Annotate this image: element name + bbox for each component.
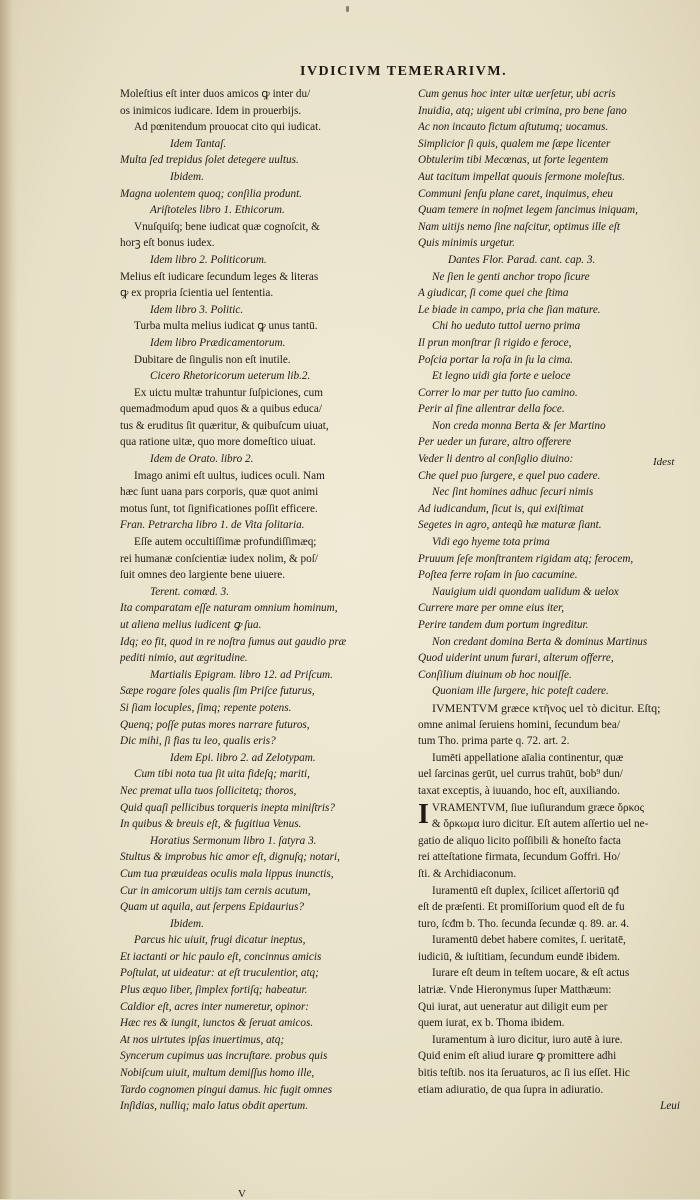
running-header: IVDICIVM TEMERARIVM. <box>300 64 508 79</box>
text-line: eſt de præſenti. Et promiſſorium quod eſt de fu <box>418 901 625 914</box>
text-line: Multa ſed trepidus ſolet detegere uultus. <box>120 154 299 167</box>
text-line: Ne ſien le genti anchor tropo ſicure <box>432 270 590 283</box>
text-line: ꝙ ex propria ſcientia uel ſententia. <box>120 287 274 300</box>
text-line: Le biade in campo, pria che ſian mature. <box>418 303 601 316</box>
text-line: Pruuum ſeſe monſtrantem rigidam atq; ferocem, <box>418 552 634 565</box>
text-line: Quenq; poſſe putas mores narrare futuros, <box>120 718 310 731</box>
text-line: Turba multa melius iudicat ꝙ unus tantū. <box>134 320 318 333</box>
text-line: Dantes Flor. Parad. cant. cap. 3. <box>448 253 596 266</box>
text-line: Stultus & improbus hic amor eſt, dignuſq; notari, <box>120 851 340 864</box>
text-line: ſuit omnes deo largiente bene uiuere. <box>120 569 286 582</box>
text-line: Idem Tantaſ. <box>170 137 227 150</box>
text-line: IVMENTVM græce κτῆνος uel τὸ dicitur. Eſtq; <box>432 700 661 715</box>
text-line: Segetes in agro, anteqũ hæ maturæ ſiant. <box>418 519 602 532</box>
text-line: Quod uiderint unum furari, alterum offerre, <box>418 652 614 665</box>
text-line: Horatius Sermonum libro 1. ſatyra 3. <box>150 834 317 847</box>
text-line: Vidi ego hyeme tota prima <box>432 536 550 549</box>
text-line: tum Tho. prima parte q. 72. art. 2. <box>418 735 570 748</box>
text-line: iudiciū, & iuſtitiam, ſecundum eundē ibidem. <box>418 950 620 963</box>
text-line: Plus æquo liber, ſimplex fortiſq; habeatur. <box>120 984 308 997</box>
text-line: Quam temere in noſmet legem ſancimus iniquam, <box>418 204 638 217</box>
text-line: Terent. comœd. 3. <box>150 585 230 598</box>
text-line: Magna uolentem quoq; conſilia produnt. <box>120 187 302 200</box>
catchword: Leui <box>660 1100 680 1113</box>
text-line: Simplicior ſi quis, qualem me ſæpe licenter <box>418 137 611 150</box>
text-line: Eſſe autem occultiſſimæ profundiſſimæq; <box>134 536 317 549</box>
text-line: horꝫ eſt bonus iudex. <box>120 237 215 250</box>
text-line: Nam uitijs nemo ſine naſcitur, optimus ille eſt <box>418 220 620 233</box>
text-line: Nauigium uidi quondam ualidum & uelox <box>432 585 619 598</box>
text-line: Iuramentū debet habere comites, ſ. ueritatē, <box>432 934 626 947</box>
text-line: Ibidem. <box>170 917 204 930</box>
text-line: Non credant domina Berta & dominus Martinus <box>432 635 648 648</box>
text-line: Fran. Petrarcha libro 1. de Vita ſolitaria. <box>120 519 305 532</box>
text-line: rei humanæ conſcientiæ iudex nolim, & poſ/ <box>120 552 318 565</box>
text-line: Cur in amicorum uitijs tam cernis acutum, <box>120 884 311 897</box>
text-line: Inſidias, nulliq; malo latus obdit apertum. <box>120 1100 309 1113</box>
text-line: gatio de aliquo licito poſſibili & honeſto facta <box>418 834 621 847</box>
text-line: Moleſtius eſt inter duos amicos ꝙ inter du/ <box>120 88 311 100</box>
text-line: Veder li dentro al conſiglio diuino: <box>418 453 574 466</box>
text-line: Conſilium diuinum ob hoc nouiſſe. <box>418 668 572 681</box>
text-line: A giudicar, ſi come quei che ſtima <box>418 287 569 300</box>
text-line: Iuramentum à iuro dicitur, iuro autē à iure. <box>432 1033 623 1046</box>
text-line: Quid quaſi pellicibus torqueris inepta miniſtris? <box>120 801 335 814</box>
text-line: omne animal ſeruiens homini, ſecundum bea/ <box>418 718 620 731</box>
text-line: Iumēti appellatione aīalia continentur, quæ <box>432 751 624 764</box>
text-line: Et legno uidi gia forte e ueloce <box>432 370 571 383</box>
text-line: Iurare eſt deum in teſtem uocare, & eſt actus <box>432 967 630 980</box>
text-line: os inimicos iudicare. Idem in prouerbijs. <box>120 104 302 117</box>
text-line: Quam ut aquila, aut ſerpens Epidaurius? <box>120 901 304 914</box>
iuramentum-paragraph <box>418 800 680 883</box>
text-line: Hæc res & iungit, iunctos & ſeruat amicos. <box>120 1017 314 1030</box>
text-line: rei atteſtatione firmata, ſecundum Goffri. Ho/ <box>418 851 621 864</box>
text-line: Nec ſint homines adhuc ſecuri nimis <box>432 486 594 499</box>
drop-cap: I <box>418 798 429 830</box>
text-line: Idq; eo fit, quod in re noſtra ſumus aut gaudio præ <box>120 635 347 648</box>
text-line: Ita comparatam eſſe naturam omnium hominum, <box>120 602 338 615</box>
text-line: Ad pœnitendum prouocat cito qui iudicat. <box>134 121 322 134</box>
text-line: Poſcia portar la roſa in ſu la cima. <box>418 353 573 366</box>
text-line: Perire tandem dum portum ingreditur. <box>418 619 589 631</box>
text-line: Non creda monna Berta & ſer Martino <box>432 419 606 432</box>
text-line: Quid enim eſt aliud iurare ꝙ promittere adhi <box>418 1050 617 1063</box>
text-line: Si ſiam locuples, ſimq; repente potens. <box>120 701 292 714</box>
text-line: etiam adiuratio, de qua ſupra in adiuratio. <box>418 1083 604 1096</box>
text-line: Et iactanti or hic paulo eſt, concinnus amicis <box>120 950 322 963</box>
text-line: Ariſtoteles libro 1. Ethicorum. <box>150 204 285 217</box>
text-line: Imago animi eſt uultus, iudices oculi. Nam <box>134 469 325 482</box>
text-line: Caldior eſt, acres inter numeretur, opinor: <box>120 1000 310 1013</box>
text-line: Idem libro 3. Politic. <box>150 303 244 316</box>
text-line: Inuidia, atq; uigent ubi crimina, pro bene ſano <box>418 104 627 117</box>
text-line: VRAMENTVM, ſiue iuſiurandum græce ὅρκος <box>431 801 644 814</box>
margin-note: Idest <box>653 456 675 468</box>
text-line: qua ratione uitæ, quo more domeſtico uiuat. <box>120 436 316 449</box>
text-line: Vnuſquiſq; bene iudicat quæ cognoſcit, & <box>134 220 320 233</box>
text-line: Cum genus hoc inter uitæ uerſetur, ubi acris <box>418 88 616 100</box>
text-line: Communi ſenſu plane caret, inquimus, eheu <box>418 187 614 200</box>
text-line: Quis minimis urgetur. <box>418 237 515 250</box>
text-line: quem iurat, ex b. Thoma ibidem. <box>418 1017 565 1030</box>
text-line: Chi ho ueduto tuttol uerno prima <box>432 320 581 333</box>
page-edge <box>0 0 18 1199</box>
text-line: latriæ. Vnde Hieronymus ſuper Matthæum: <box>418 984 612 997</box>
text-line: Cum tua præuideas oculis mala lippus inunctis, <box>120 867 334 880</box>
text-line: Il prun monſtrar ſi rigido e feroce, <box>418 336 572 349</box>
text-line: Poſtea ferre roſam in ſuo cacumine. <box>418 569 578 582</box>
text-line: tus & eruditus ſit quæritur, & quibuſcum uiuat, <box>120 419 329 432</box>
text-line: Ibidem. <box>170 170 204 183</box>
text-line: uel ſarcinas gerūt, uel currus trahūt, bob⁹ dun/ <box>418 768 623 781</box>
text-line: turo, ſcđm b. Tho. ſecunda ſecundæ q. 89. ar. 4. <box>418 917 630 930</box>
right-column <box>418 86 680 1115</box>
text-line: motus ſunt, tot ſignificationes poſſit efficere. <box>120 502 318 515</box>
text-line: Dic mihi, ſi fias tu leo, qualis eris? <box>120 735 276 748</box>
text-line: Tardo cognomen pingui damus. hic fugit omnes <box>120 1083 333 1096</box>
text-line: Qui iurat, aut ueneratur aut diligit eum per <box>418 1000 608 1013</box>
text-line: Per ueder un furare, altro offerere <box>418 436 572 449</box>
text-line: taxat exceptis, à iuuando, hoc eſt, auxiliando. <box>418 784 620 797</box>
text-line: Idem Epi. libro 2. ad Zelotypam. <box>170 751 316 764</box>
text-line: Melius eſt iudicare ſecundum leges & literas <box>120 270 319 283</box>
text-line: At nos uirtutes ipſas inuertimus, atq; <box>120 1033 285 1046</box>
text-line: Sæpe rogare ſoles qualis ſim Priſce futurus, <box>120 685 315 698</box>
text-line: pediti nimio, aut ægritudine. <box>120 652 248 665</box>
text-line: Ac non incauto fictum aſtutumq; uocamus. <box>418 121 609 134</box>
text-line: hæc ſunt uana pars corporis, quæ quot animi <box>120 486 319 499</box>
text-line: Che quel puo ſurgere, e quel puo cadere. <box>418 469 601 482</box>
text-line: Parcus hic uiuit, frugi dicatur ineptus, <box>134 934 306 947</box>
text-line: Ex uictu multæ trahuntur ſuſpiciones, cum <box>134 386 323 399</box>
signature-mark: V <box>238 1188 246 1200</box>
text-line: Syncerum cupimus uas incruſtare. probus quis <box>120 1050 328 1063</box>
text-line: Nobiſcum uiuit, multum demiſſus homo ille, <box>120 1067 315 1080</box>
text-line: Cum tibi nota tua ſit uita fideſq; mariti, <box>134 768 310 781</box>
text-line: Poſtulat, ut uideatur: at eſt truculentior, atq; <box>120 967 319 980</box>
text-line: Cicero Rhetoricorum ueterum lib.2. <box>150 370 311 383</box>
text-line: Martialis Epigram. libro 12. ad Priſcum. <box>150 668 333 681</box>
text-line: In quibus & breuis eſt, & fugitiua Venus. <box>120 818 302 831</box>
text-line: Iuramentū eſt duplex, ſcilicet aſſertoriū qđ <box>432 884 620 897</box>
text-line: Idem libro Prædicamentorum. <box>150 336 286 349</box>
text-line: Perir al fine allentrar della foce. <box>418 403 565 416</box>
text-line: Quoniam ille ſurgere, hic poteſt cadere. <box>432 685 609 698</box>
text-line: Dubitare de ſingulis non eſt inutile. <box>134 353 291 366</box>
text-line: Currere mare per omne eius iter, <box>418 602 565 615</box>
binding-mark <box>346 6 349 12</box>
text-line: bitis teſtib. nos ita ſeruaturos, ac ſi ius eſſet. Hic <box>418 1067 630 1080</box>
text-line: Ad iudicandum, ſicut is, qui exiſtimat <box>418 502 584 515</box>
text-line: Aut tacitum impellat quouis ſermone moleſtus. <box>418 170 625 183</box>
text-line: & ὅρκωμα iuro dicitur. Eſt autem aſſertio uel ne- <box>431 818 649 831</box>
text-line: Idem libro 2. Politicorum. <box>150 253 267 266</box>
text-line: ut aliena melius iudicent ꝙ ſua. <box>120 619 262 631</box>
text-line: ſti. & Archidiaconum. <box>418 867 517 880</box>
text-line: quemadmodum apud quos & a quibus educa/ <box>120 403 322 416</box>
text-line: Obtulerim tibi Mecœnas, ut forte legentem <box>418 154 609 167</box>
text-line: Idem de Orato. libro 2. <box>150 453 254 466</box>
text-line: Nec premat ulla tuos ſollicitetq; thoros, <box>120 784 297 797</box>
text-line: Correr lo mar per tutto ſuo camino. <box>418 386 578 399</box>
left-column <box>120 86 410 1115</box>
